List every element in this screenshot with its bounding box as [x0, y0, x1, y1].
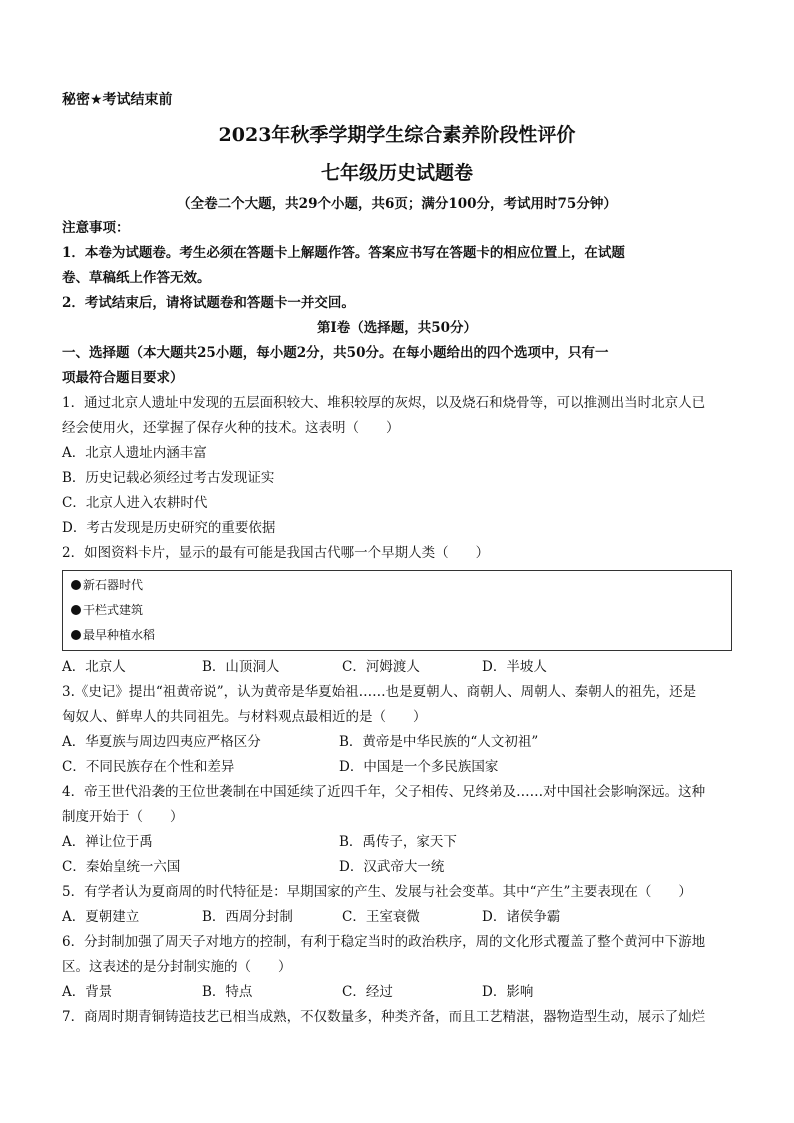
q3-option-d: D．中国是一个多民族国家 [339, 759, 499, 775]
q3-options-row-2 [62, 755, 732, 780]
part-title: 第Ⅰ卷（选择题，共50分） [316, 320, 478, 336]
section-heading-line-2: 项最符合题目要求） [62, 370, 184, 386]
q5-stem: 5．有学者认为夏商周的时代特征是：早期国家的产生、发展与社会变革。其中“产生”主要表现在（ ） [62, 884, 692, 900]
question-7 [62, 1005, 732, 1030]
q6-stem-line-2: 区。这表述的是分封制实施的（ ） [62, 959, 292, 975]
q4-stem-line-1: 4．帝王世代沿袭的王位世袭制在中国延续了近四千年，父子相传、兄终弟及……对中国社会影响深远。这种 [62, 784, 706, 800]
q6-option-d: D．影响 [482, 984, 534, 1000]
q2-option-d: D．半坡人 [482, 659, 547, 675]
q2-option-b: B．山顶洞人 [202, 659, 280, 675]
notes-heading: 注意事项： [62, 220, 130, 236]
q4-options-row-2 [62, 855, 732, 880]
bullet-icon [71, 605, 81, 615]
q4-stem-line-2: 制度开始于（ ） [62, 809, 184, 825]
q4-option-d: D．汉武帝大一统 [339, 859, 445, 875]
q6-option-a: A．背景 [62, 984, 113, 1000]
q4-options-row-1 [62, 830, 732, 855]
q2-stem: 2．如图资料卡片，显示的最有可能是我国古代哪一个早期人类（ ） [62, 545, 490, 561]
q3-option-b: B．黄帝是中华民族的“人文初祖” [339, 734, 539, 750]
q1-option-a: A．北京人遗址内涵丰富 [62, 445, 207, 461]
question-4 [62, 780, 732, 880]
exam-info: （全卷二个大题，共29个小题，共6页；满分100分，考试用时75分钟） [177, 196, 617, 212]
q2-options [62, 655, 732, 680]
q6-options [62, 980, 732, 1005]
q5-option-d: D．诸侯争霸 [482, 909, 561, 925]
q4-option-b: B．禹传子，家天下 [339, 834, 457, 850]
question-5 [62, 880, 732, 930]
q5-options [62, 905, 732, 930]
note-1-line-1: 1．本卷为试题卷。考生必须在答题卡上解题作答。答案应书写在答题卡的相应位置上，在试题 [62, 245, 625, 261]
q4-option-c: C．秦始皇统一六国 [62, 859, 181, 875]
q2-option-c: C．河姆渡人 [342, 659, 420, 675]
q3-option-a: A．华夏族与周边四夷应严格区分 [62, 734, 261, 750]
q5-option-b: B．西周分封制 [202, 909, 293, 925]
q3-stem-line-2: 匈奴人、鲜卑人的共同祖先。与材料观点最相近的是（ ） [62, 709, 427, 725]
q1-option-d: D．考古发现是历史研究的重要依据 [62, 520, 276, 536]
question-2 [62, 541, 732, 680]
q6-option-b: B．特点 [202, 984, 253, 1000]
question-3 [62, 680, 732, 780]
bullet-icon [71, 580, 81, 590]
q6-option-c: C．经过 [342, 984, 393, 1000]
bullet-icon [71, 630, 81, 640]
q5-option-c: C．王室衰微 [342, 909, 420, 925]
q3-stem-line-1: 3.《史记》提出“祖黄帝说”，认为黄帝是华夏始祖……也是夏朝人、商朝人、周朝人、秦朝人的祖先，还是 [62, 684, 697, 700]
q6-stem-line-1: 6．分封制加强了周天子对地方的控制，有利于稳定当时的政治秩序，周的文化形式覆盖了整个黄河中下游地 [62, 934, 706, 950]
q4-option-a: A．禅让位于禹 [62, 834, 153, 850]
question-1 [62, 391, 732, 541]
card-item: 干栏式建筑 [71, 598, 723, 623]
card-item: 最早种植水稻 [71, 623, 723, 648]
q1-option-c: C．北京人进入农耕时代 [62, 495, 208, 511]
q3-option-c: C．不同民族存在个性和差异 [62, 759, 235, 775]
exam-title: 2023年秋季学期学生综合素养阶段性评价 [218, 124, 576, 146]
q1-stem-line-1: 1．通过北京人遗址中发现的五层面积较大、堆积较厚的灰烬，以及烧石和烧骨等，可以推测出当时北京人已 [62, 395, 706, 411]
q2-option-a: A．北京人 [62, 659, 126, 675]
secret-mark: 秘密★考试结束前 [62, 92, 173, 108]
card-item: 新石器时代 [71, 573, 723, 598]
q1-stem-line-2: 经会使用火，还掌握了保存火种的技术。这表明（ ） [62, 420, 400, 436]
q7-stem-line-1: 7．商周时期青铜铸造技艺已相当成熟，不仅数量多，种类齐备，而且工艺精湛，器物造型生动，展示了灿烂 [62, 1009, 706, 1025]
info-card [62, 570, 732, 651]
notes-section [62, 216, 732, 316]
q3-options-row-1 [62, 730, 732, 755]
q5-option-a: A．夏朝建立 [62, 909, 140, 925]
section-heading-line-1: 一、选择题（本大题共25小题，每小题2分，共50分。在每小题给出的四个选项中，只有一 [62, 345, 609, 361]
question-6 [62, 930, 732, 1005]
note-2: 2．考试结束后，请将试题卷和答题卡一并交回。 [62, 295, 355, 311]
q1-option-b: B．历史记载必须经过考古发现证实 [62, 470, 275, 486]
note-1-line-2: 卷、草稿纸上作答无效。 [62, 270, 211, 286]
exam-subject-title: 七年级历史试题卷 [320, 162, 473, 184]
